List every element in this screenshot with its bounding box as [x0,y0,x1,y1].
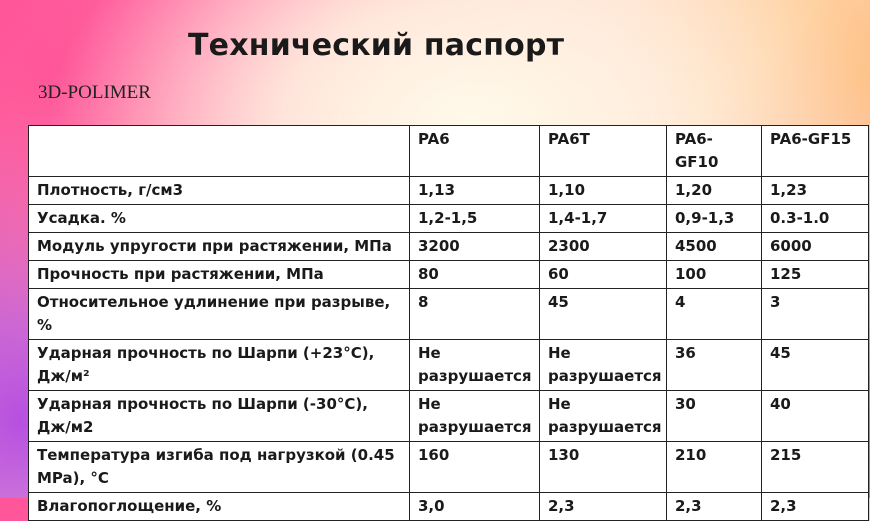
table-cell: 1,13 [410,177,540,205]
row-label: Влагопоглощение, % [29,493,410,521]
page-title: Технический паспорт [188,28,565,63]
brand-name: 3D-POLIMER [38,82,151,103]
table-cell: 30 [667,391,762,442]
table-cell: 210 [667,442,762,493]
spec-table [28,125,869,521]
row-label: Ударная прочность по Шарпи (-30°С), Дж/м2 [29,391,410,442]
table-cell: 80 [410,261,540,289]
table-row [29,391,869,442]
row-label: Прочность при растяжении, МПа [29,261,410,289]
table-cell: 4 [667,289,762,340]
header-cell-pa6t: PA6T [540,126,667,177]
table-cell: 36 [667,340,762,391]
table-cell: Не разрушается [410,340,540,391]
row-label: Ударная прочность по Шарпи (+23°С), Дж/м² [29,340,410,391]
table-row [29,289,869,340]
table-cell: 45 [762,340,869,391]
table-cell: 2,3 [540,493,667,521]
table-row [29,233,869,261]
table-cell: Не разрушается [540,340,667,391]
table-cell: 1,10 [540,177,667,205]
table-cell: 6000 [762,233,869,261]
row-label: Температура изгиба под нагрузкой (0.45 MPa), °С [29,442,410,493]
table-cell: 40 [762,391,869,442]
table-cell: 160 [410,442,540,493]
row-label: Плотность, г/см3 [29,177,410,205]
table-row [29,493,869,521]
table-cell: 130 [540,442,667,493]
table-cell: 3200 [410,233,540,261]
table-cell: Не разрушается [540,391,667,442]
table-cell: 2,3 [762,493,869,521]
table-cell: 125 [762,261,869,289]
table-cell: 215 [762,442,869,493]
table-row [29,205,869,233]
header-cell-pa6-gf10: PA6-GF10 [667,126,762,177]
table-cell: 2300 [540,233,667,261]
table-cell: 1,2-1,5 [410,205,540,233]
header-cell-pa6: PA6 [410,126,540,177]
table-cell: 3 [762,289,869,340]
header-cell-empty [29,126,410,177]
row-label: Модуль упругости при растяжении, МПа [29,233,410,261]
table-cell: 0,9-1,3 [667,205,762,233]
table-cell: 8 [410,289,540,340]
table-row [29,442,869,493]
table-row [29,261,869,289]
header-cell-pa6-gf15: PA6-GF15 [762,126,869,177]
table-cell: 1,4-1,7 [540,205,667,233]
table-cell: 0.3-1.0 [762,205,869,233]
table-cell: 100 [667,261,762,289]
table-cell: 60 [540,261,667,289]
table-cell: 1,20 [667,177,762,205]
row-label: Усадка. % [29,205,410,233]
table-cell: 4500 [667,233,762,261]
row-label: Относительное удлинение при разрыве, % [29,289,410,340]
table-row [29,177,869,205]
table-header-row [29,126,869,177]
table-cell: 1,23 [762,177,869,205]
table-cell: 45 [540,289,667,340]
table-row [29,340,869,391]
table-cell: Не разрушается [410,391,540,442]
table-cell: 2,3 [667,493,762,521]
table-cell: 3,0 [410,493,540,521]
